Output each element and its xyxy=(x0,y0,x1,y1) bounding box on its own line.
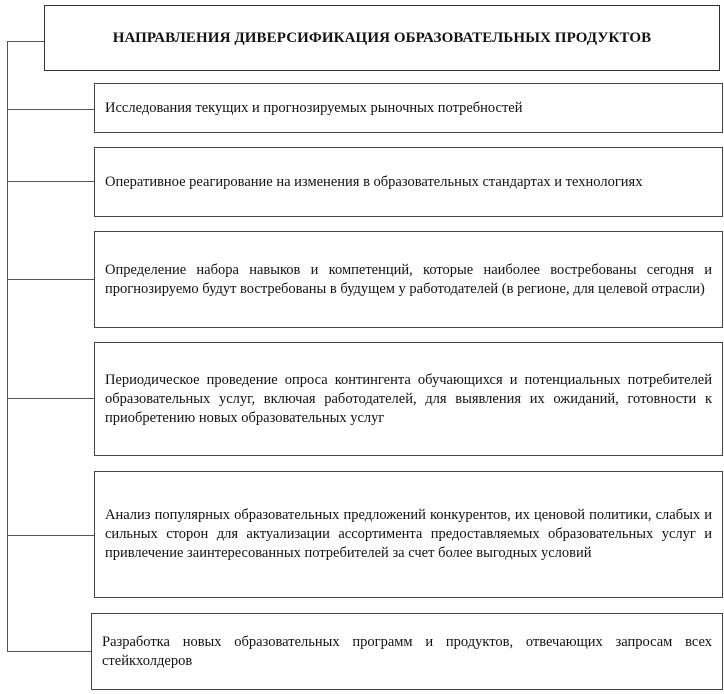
direction-box-4 xyxy=(94,342,723,456)
direction-text-4: Периодическое проведение опроса контингента обучающихся и потенциальных потребителей образовательных услуг, включая работодателей, для выявления их ожиданий, готовности к приобретению новых образовательных услуг xyxy=(105,371,712,426)
direction-box-5 xyxy=(94,471,723,598)
branch-connector-2 xyxy=(7,181,94,182)
branch-connector-6 xyxy=(7,651,91,652)
direction-box-1 xyxy=(94,83,723,133)
direction-text-1: Исследования текущих и прогнозируемых рыночных потребностей xyxy=(105,99,523,116)
direction-text-5: Анализ популярных образовательных предложений конкурентов, их ценовой политики, слабых и сильных сторон для актуализации ассортимента предоставляемых образовательных услуг и привлечение заинтересованных потребителей за счет более выгодных условий xyxy=(105,507,712,561)
branch-connector-5 xyxy=(7,535,94,536)
direction-text-6: Разработка новых образовательных программ и продуктов, отвечающих запросам всех стейкхолдеров xyxy=(102,633,712,669)
direction-box-2 xyxy=(94,147,723,217)
diagram-title-text: НАПРАВЛЕНИЯ ДИВЕРСИФИКАЦИЯ ОБРАЗОВАТЕЛЬНЫХ ПРОДУКТОВ xyxy=(112,29,652,46)
branch-connector-3 xyxy=(7,279,94,280)
direction-box-3 xyxy=(94,231,723,328)
branch-connector-1 xyxy=(7,109,94,110)
branch-connector-4 xyxy=(7,398,94,399)
direction-text-2: Оперативное реагирование на изменения в образовательных стандартах и технологиях xyxy=(105,173,643,190)
direction-text-3: Определение набора навыков и компетенций, которые наиболее востребованы сегодня и прогнозируемо будут востребованы в будущем у работодателей (в регионе, для целевой отрасли) xyxy=(105,261,712,297)
direction-box-6 xyxy=(91,613,723,690)
trunk-connector xyxy=(7,41,8,652)
diagram-title xyxy=(44,5,720,71)
title-connector xyxy=(7,41,45,42)
